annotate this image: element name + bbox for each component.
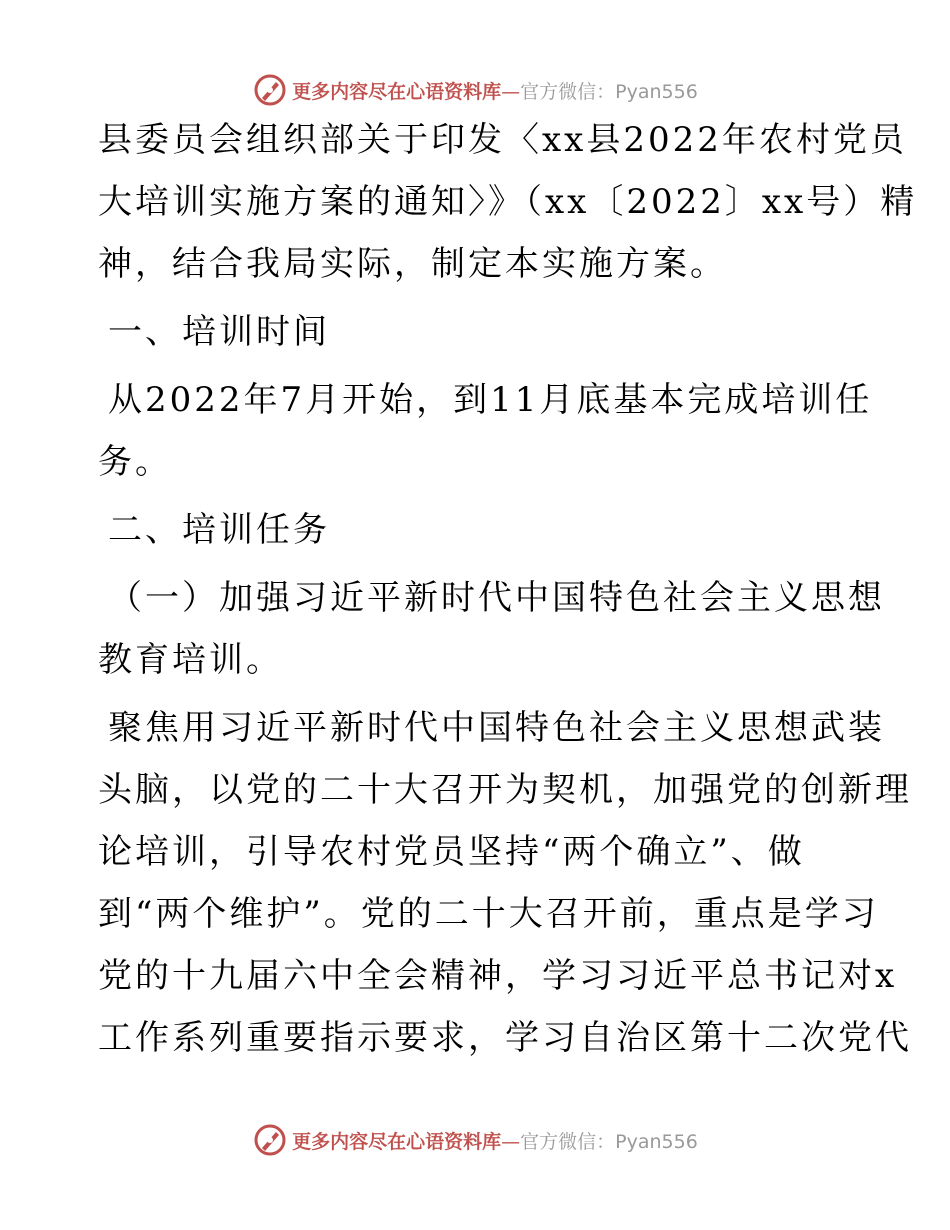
text-line: 神，结合我局实际，制定本实施方案。 (98, 244, 727, 284)
pen-circle-logo-icon (252, 1122, 288, 1158)
watermark-contact: 官方微信：Pyan556 (520, 1130, 698, 1153)
text-line: 头脑，以党的二十大召开为契机，加强党的创新理 (98, 770, 912, 810)
text-line: 聚焦用习近平新时代中国特色社会主义思想武装 (108, 708, 885, 748)
paragraph-task-one-title (98, 578, 885, 680)
watermark-text (292, 1127, 698, 1154)
text-line: 论培训，引导农村党员坚持“两个确立”、做 (98, 832, 805, 872)
watermark-text (292, 77, 698, 104)
pen-circle-logo-icon (252, 72, 288, 108)
watermark-brand: 更多内容尽在心语资料库 (292, 80, 502, 103)
text-line: （一）加强习近平新时代中国特色社会主义思想 (108, 578, 885, 618)
watermark-contact: 官方微信：Pyan556 (520, 80, 698, 103)
text-line: 从2022年7月开始，到11月底基本完成培训任 (108, 380, 873, 420)
header-watermark (0, 70, 950, 110)
text-line: 大培训实施方案的通知〉》（xx〔2022〕xx号）精 (98, 182, 918, 222)
document-body (98, 120, 918, 1058)
text-line: 教育培训。 (98, 640, 283, 680)
paragraph-intro (98, 120, 918, 284)
watermark-dash: — (501, 80, 521, 103)
watermark-brand: 更多内容尽在心语资料库 (292, 1130, 502, 1153)
paragraph-time (98, 380, 873, 482)
watermark-dash: — (501, 1130, 521, 1153)
text-line: 到“两个维护”。党的二十大召开前，重点是学习 (98, 894, 879, 934)
section-heading-time: 一、培训时间 (108, 312, 330, 352)
text-line: 县委员会组织部关于印发〈xx县2022年农村党员 (98, 120, 907, 160)
text-line: 党的十九届六中全会精神，学习习近平总书记对x (98, 956, 898, 996)
text-line: 务。 (98, 442, 172, 482)
text-line: 工作系列重要指示要求，学习自治区第十二次党代 (98, 1018, 912, 1058)
footer-watermark (0, 1120, 950, 1160)
section-heading-tasks: 二、培训任务 (108, 510, 330, 550)
paragraph-task-one-body (98, 708, 912, 1058)
